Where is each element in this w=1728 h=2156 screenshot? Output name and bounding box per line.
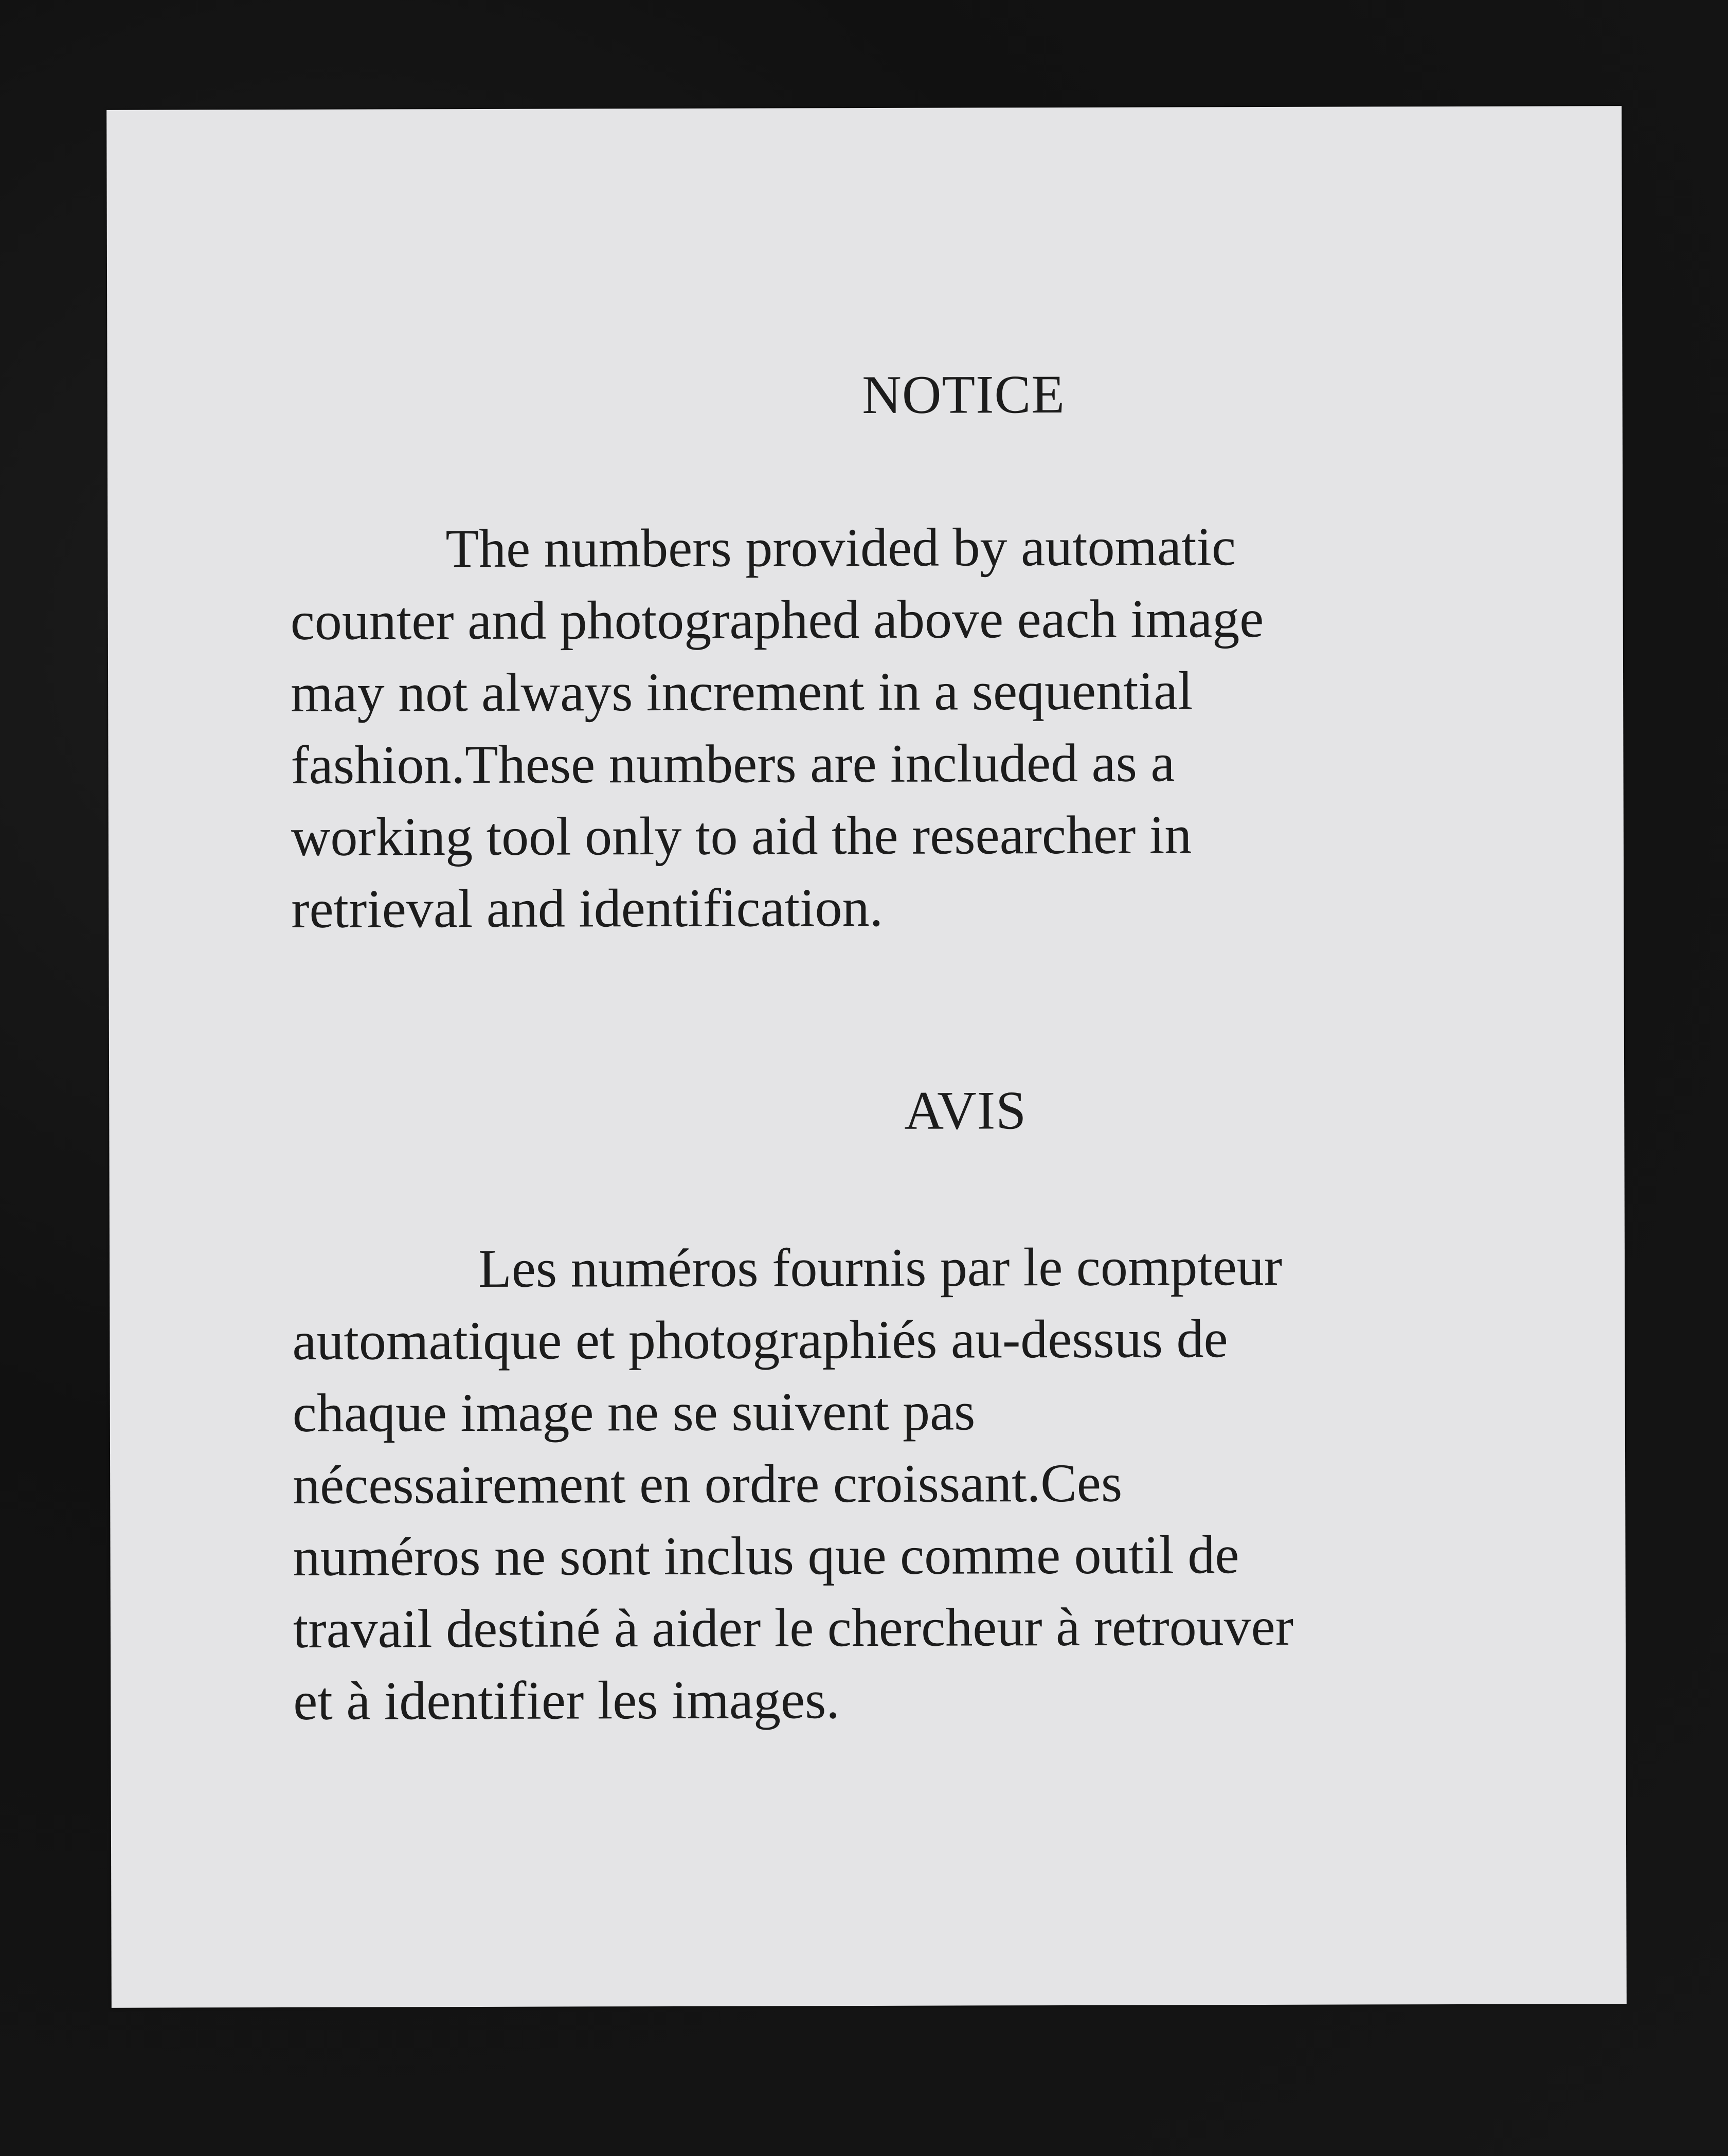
avis-line: numéros ne sont inclus que comme outil de xyxy=(293,1524,1239,1587)
notice-line: counter and photographed above each image xyxy=(290,588,1264,651)
notice-line: fashion.These numbers are included as a xyxy=(291,732,1175,795)
notice-line: The numbers provided by automatic xyxy=(445,516,1236,579)
avis-heading: AVIS xyxy=(904,1080,1027,1141)
notice-body xyxy=(290,511,1265,945)
avis-line: automatique et photographiés au-dessus de xyxy=(292,1308,1228,1371)
avis-line: travail destiné à aider le chercheur à retrouver xyxy=(293,1596,1294,1659)
avis-line: Les numéros fournis par le compteur xyxy=(478,1236,1283,1299)
notice-heading: NOTICE xyxy=(862,364,1066,425)
avis-line: et à identifier les images. xyxy=(293,1669,840,1731)
notice-line: working tool only to aid the researcher in xyxy=(291,804,1192,867)
avis-line: chaque image ne se suivent pas xyxy=(292,1381,976,1443)
notice-line: retrieval and identification. xyxy=(291,877,884,939)
avis-body xyxy=(292,1231,1294,1737)
paper-sheet xyxy=(106,106,1627,2008)
avis-line: nécessairement en ordre croissant.Ces xyxy=(293,1452,1123,1515)
notice-line: may not always increment in a sequential xyxy=(290,660,1193,723)
